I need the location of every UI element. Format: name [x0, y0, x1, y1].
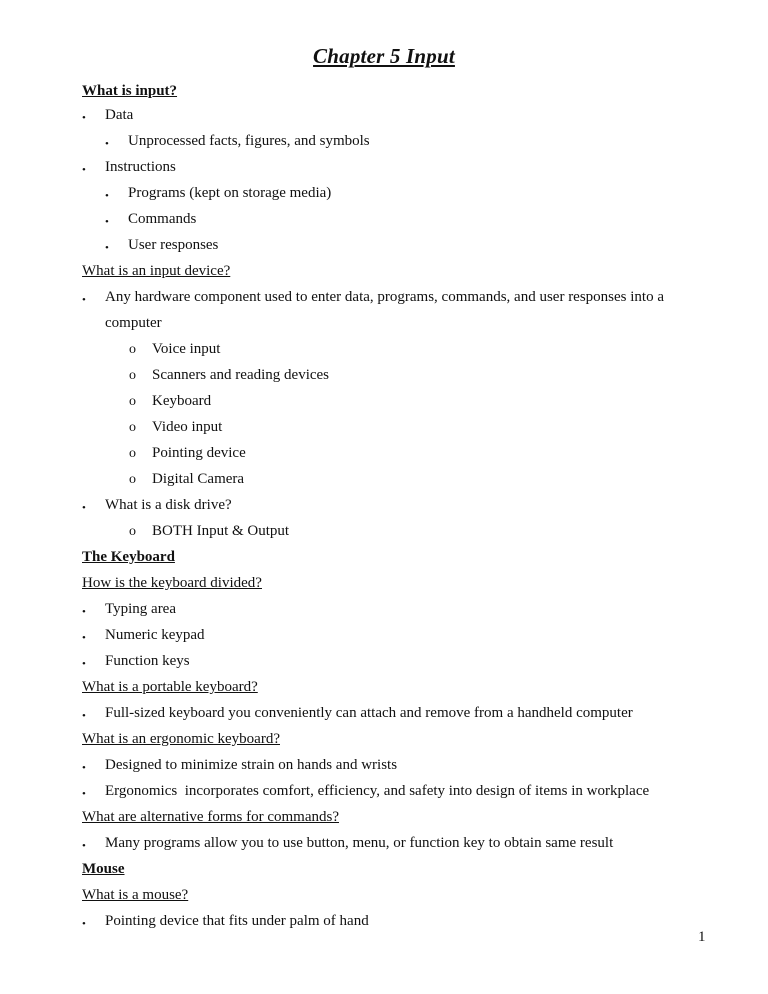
bullet-icon	[82, 706, 86, 725]
list-item: Numeric keypad	[105, 627, 205, 643]
list-item: Data	[105, 107, 134, 123]
list-item: Function keys	[105, 653, 190, 669]
bullet-icon	[82, 836, 86, 855]
list-item: Full-sized keyboard you conveniently can attach and remove from a handheld computer	[105, 705, 633, 721]
list-item: Typing area	[105, 601, 177, 617]
circle-bullet-icon	[129, 522, 136, 541]
circle-bullet-icon	[129, 392, 136, 411]
bullet-icon	[82, 108, 86, 127]
circle-bullet-icon	[129, 444, 136, 463]
list-item: User responses	[128, 237, 219, 253]
list-item: Pointing device	[152, 445, 246, 461]
list-item: Scanners and reading devices	[152, 367, 330, 383]
page-number: 1	[698, 929, 706, 945]
bullet-icon	[105, 212, 109, 231]
list-item: Any hardware component used to enter data, programs, commands, and user responses into a	[105, 289, 665, 305]
bullet-icon	[82, 498, 86, 517]
list-item: Ergonomics incorporates comfort, efficiency, and safety into design of items in workplace	[105, 783, 650, 799]
bullet-icon	[82, 290, 86, 309]
list-item: Pointing device that fits under palm of hand	[105, 913, 369, 929]
circle-bullet-icon	[129, 470, 136, 489]
bullet-icon	[105, 238, 109, 257]
bullet-icon	[105, 186, 109, 205]
list-item: Many programs allow you to use button, menu, or function key to obtain same result	[105, 835, 614, 851]
bullet-icon	[82, 758, 86, 777]
section-heading-mouse: Mouse	[82, 861, 125, 877]
list-item: Keyboard	[152, 393, 212, 409]
list-item: BOTH Input & Output	[152, 523, 290, 539]
list-item: Digital Camera	[152, 471, 245, 487]
list-item: What is a disk drive?	[105, 497, 232, 513]
bullet-icon	[82, 160, 86, 179]
bullet-icon	[82, 654, 86, 673]
section-heading-input-device: What is an input device?	[82, 263, 231, 279]
bullet-icon	[105, 134, 109, 153]
circle-bullet-icon	[129, 340, 136, 359]
section-heading-portable-keyboard: What is a portable keyboard?	[82, 679, 258, 695]
list-item-continuation: computer	[105, 315, 162, 331]
section-heading-what-is-mouse: What is a mouse?	[82, 887, 189, 903]
list-item: Designed to minimize strain on hands and wrists	[105, 757, 398, 773]
list-item: Instructions	[105, 159, 176, 175]
page-title: Chapter 5 Input	[313, 44, 455, 68]
section-heading-alternative-forms: What are alternative forms for commands?	[82, 809, 339, 825]
section-heading-keyboard-divided: How is the keyboard divided?	[82, 575, 262, 591]
section-heading-the-keyboard: The Keyboard	[82, 549, 175, 565]
list-item: Programs (kept on storage media)	[128, 185, 332, 201]
list-item: Voice input	[152, 341, 221, 357]
list-item: Unprocessed facts, figures, and symbols	[128, 133, 370, 149]
circle-bullet-icon	[129, 418, 136, 437]
bullet-icon	[82, 628, 86, 647]
list-item: Commands	[128, 211, 197, 227]
section-heading-ergonomic-keyboard: What is an ergonomic keyboard?	[82, 731, 280, 747]
list-item: Video input	[152, 419, 223, 435]
section-heading-what-is-input: What is input?	[82, 83, 178, 99]
circle-bullet-icon	[129, 366, 136, 385]
bullet-icon	[82, 914, 86, 933]
bullet-icon	[82, 602, 86, 621]
bullet-icon	[82, 784, 86, 803]
